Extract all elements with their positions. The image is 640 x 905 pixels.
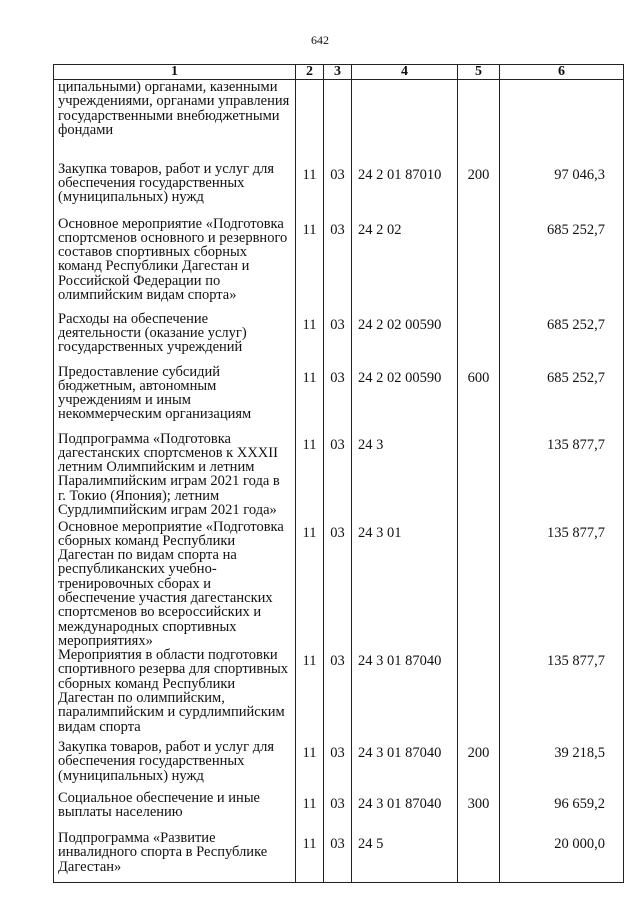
- page-number: 642: [311, 33, 329, 47]
- row-section: 11: [296, 217, 324, 312]
- row-amount: 685 252,7: [500, 312, 624, 365]
- row-target-code: 24 3 01 87040: [352, 791, 458, 831]
- row-section: 11: [296, 432, 324, 520]
- row-amount: 135 877,7: [500, 432, 624, 520]
- row-section: 11: [296, 791, 324, 831]
- row-name: Социальное обеспечение и иные выплаты населению: [54, 791, 296, 831]
- table-row: [54, 740, 624, 791]
- row-target-code: 24 2 02: [352, 217, 458, 312]
- row-name: Подпрограмма «Подготовка дагестанских спортсменов к XXXII летним Олимпийским и летним Паралимпийским играм 2021 года в г. Токио (Япония); летним Сурдлимпийским играм 2021 года»: [54, 432, 296, 520]
- row-section: 11: [296, 162, 324, 217]
- row-subsection: 03: [324, 217, 352, 312]
- row-amount: 685 252,7: [500, 217, 624, 312]
- table-row: [54, 432, 624, 520]
- column-header: 2: [296, 65, 324, 80]
- row-name: Подпрограмма «Развитие инвалидного спорта в Республике Дагестан»: [54, 831, 296, 882]
- row-expense-type: [458, 312, 500, 365]
- table-row: [54, 648, 624, 740]
- column-header: 5: [458, 65, 500, 80]
- row-section: [296, 80, 324, 162]
- row-expense-type: [458, 831, 500, 882]
- row-expense-type: [458, 520, 500, 649]
- row-name: Закупка товаров, работ и услуг для обеспечения государственных (муниципальных) нужд: [54, 162, 296, 217]
- row-subsection: 03: [324, 162, 352, 217]
- row-subsection: 03: [324, 432, 352, 520]
- table-row: [54, 520, 624, 649]
- row-amount: 97 046,3: [500, 162, 624, 217]
- row-target-code: 24 3 01 87040: [352, 648, 458, 740]
- table-row: [54, 80, 624, 162]
- row-name: Основное мероприятие «Подготовка спортсменов основного и резервного составов спортивных сборных команд Республики Дагестан и Российской Федерации по олимпийским видам спорта»: [54, 217, 296, 312]
- row-name: ципальными) органами, казенными учреждениями, органами управления государственными внебюджетными фондами: [54, 80, 296, 162]
- row-section: 11: [296, 312, 324, 365]
- row-subsection: 03: [324, 740, 352, 791]
- table-header: [54, 65, 624, 80]
- table-row: [54, 365, 624, 432]
- table-row: [54, 217, 624, 312]
- table-row: [54, 312, 624, 365]
- row-section: 11: [296, 365, 324, 432]
- row-expense-type: 600: [458, 365, 500, 432]
- column-header: 4: [352, 65, 458, 80]
- row-subsection: 03: [324, 365, 352, 432]
- row-target-code: 24 2 01 87010: [352, 162, 458, 217]
- row-expense-type: [458, 217, 500, 312]
- row-section: 11: [296, 831, 324, 882]
- row-section: 11: [296, 648, 324, 740]
- row-target-code: 24 2 02 00590: [352, 365, 458, 432]
- row-target-code: 24 3 01 87040: [352, 740, 458, 791]
- column-header: 3: [324, 65, 352, 80]
- row-amount: 685 252,7: [500, 365, 624, 432]
- row-target-code: 24 3 01: [352, 520, 458, 649]
- row-expense-type: 200: [458, 740, 500, 791]
- column-header: 1: [54, 65, 296, 80]
- row-subsection: 03: [324, 520, 352, 649]
- table-row: [54, 162, 624, 217]
- row-section: 11: [296, 740, 324, 791]
- row-name: Мероприятия в области подготовки спортивного резерва для спортивных сборных команд Республики Дагестан по олимпийским, паралимпийским и сурдлимпийским видам спорта: [54, 648, 296, 740]
- row-target-code: 24 5: [352, 831, 458, 882]
- row-expense-type: [458, 80, 500, 162]
- row-amount: 135 877,7: [500, 648, 624, 740]
- row-expense-type: 300: [458, 791, 500, 831]
- budget-table: [53, 64, 624, 883]
- table-body: [54, 80, 624, 883]
- row-target-code: 24 2 02 00590: [352, 312, 458, 365]
- row-section: 11: [296, 520, 324, 649]
- row-expense-type: [458, 432, 500, 520]
- row-subsection: 03: [324, 312, 352, 365]
- row-amount: 135 877,7: [500, 520, 624, 649]
- row-amount: [500, 80, 624, 162]
- row-amount: 20 000,0: [500, 831, 624, 882]
- table-row: [54, 831, 624, 882]
- row-subsection: 03: [324, 648, 352, 740]
- row-expense-type: [458, 648, 500, 740]
- row-amount: 39 218,5: [500, 740, 624, 791]
- table-row: [54, 791, 624, 831]
- row-subsection: [324, 80, 352, 162]
- row-name: Основное мероприятие «Подготовка сборных команд Республики Дагестан по видам спорта на республиканских учебно-тренировочных сборах и обеспечение участия дагестанских спортсменов во всероссийских и международных спортивных мероприятиях»: [54, 520, 296, 649]
- row-subsection: 03: [324, 831, 352, 882]
- row-name: Предоставление субсидий бюджетным, автономным учреждениям и иным некоммерческим организациям: [54, 365, 296, 432]
- row-subsection: 03: [324, 791, 352, 831]
- row-target-code: 24 3: [352, 432, 458, 520]
- row-name: Закупка товаров, работ и услуг для обеспечения государственных (муниципальных) нужд: [54, 740, 296, 791]
- column-header: 6: [500, 65, 624, 80]
- row-amount: 96 659,2: [500, 791, 624, 831]
- row-expense-type: 200: [458, 162, 500, 217]
- row-target-code: [352, 80, 458, 162]
- row-name: Расходы на обеспечение деятельности (оказание услуг) государственных учреждений: [54, 312, 296, 365]
